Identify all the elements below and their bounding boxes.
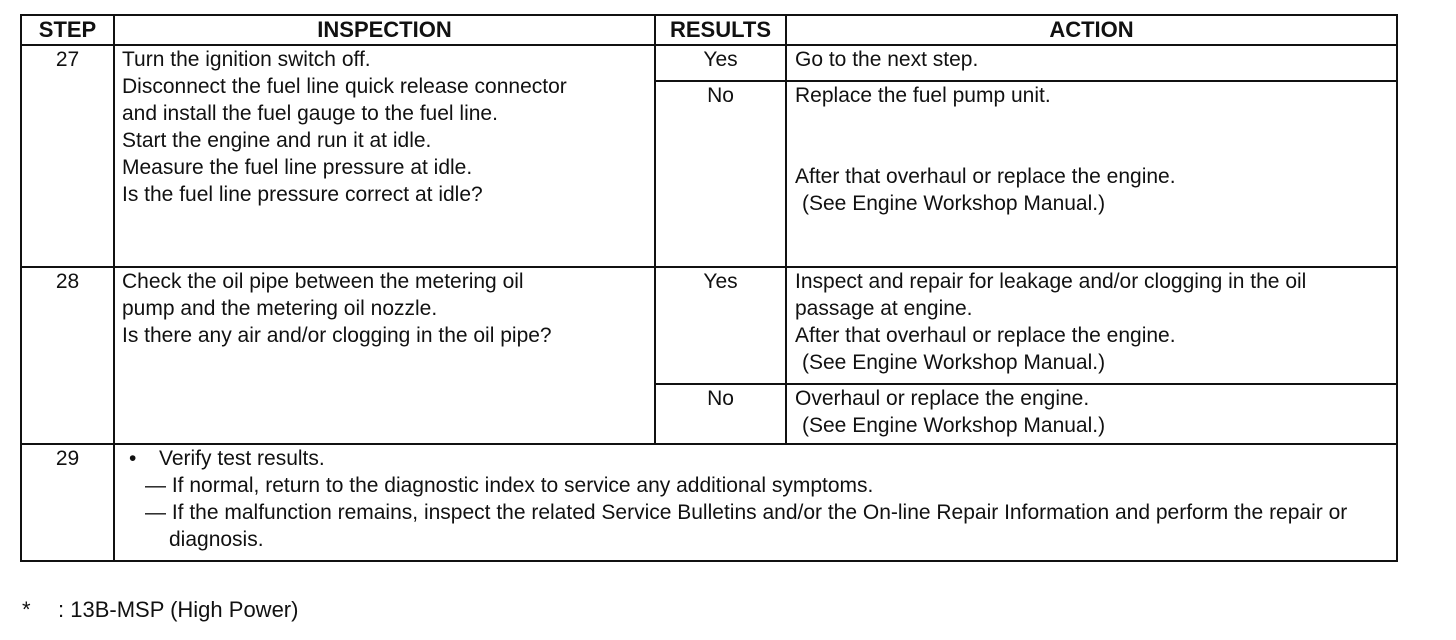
- dash-item: — If normal, return to the diagnostic index to service any additional symptoms.: [145, 474, 874, 497]
- result-no: No: [655, 81, 786, 267]
- result-yes: Yes: [655, 267, 786, 384]
- diagnostic-table: [20, 14, 1398, 562]
- spacer: [795, 109, 1388, 163]
- action-line: (See Engine Workshop Manual.): [802, 351, 1106, 374]
- action-line: Go to the next step.: [795, 48, 979, 71]
- inspection-line: Turn the ignition switch off.: [122, 48, 371, 71]
- action-cell: [786, 81, 1397, 267]
- footnote: [22, 596, 298, 624]
- inspection-line: pump and the metering oil nozzle.: [122, 297, 438, 320]
- verify-cell: [114, 444, 1397, 561]
- result-yes: Yes: [655, 45, 786, 81]
- action-cell: [786, 267, 1397, 384]
- step-number: 29: [21, 444, 114, 561]
- action-line: (See Engine Workshop Manual.): [802, 414, 1106, 437]
- step-number: 27: [21, 45, 114, 267]
- footnote-text: : 13B-MSP (High Power): [58, 597, 299, 622]
- table-row: [21, 45, 1397, 81]
- action-line: Replace the fuel pump unit.: [795, 84, 1051, 107]
- verify-text: Verify test results.: [159, 447, 325, 470]
- dash-item: — If the malfunction remains, inspect the related Service Bulletins and/or the On-line Repair Information and perform the repair or diagnosis.: [145, 501, 1348, 551]
- action-line: After that overhaul or replace the engine.: [795, 324, 1176, 347]
- table-row: [21, 267, 1397, 384]
- result-no: No: [655, 384, 786, 444]
- inspection-line: Disconnect the fuel line quick release connector: [122, 75, 567, 98]
- inspection-line: Is the fuel line pressure correct at idle?: [122, 183, 483, 206]
- inspection-line: and install the fuel gauge to the fuel line.: [122, 102, 498, 125]
- action-line: Overhaul or replace the engine.: [795, 387, 1090, 410]
- verify-line: [129, 445, 1388, 472]
- header-results: RESULTS: [655, 15, 786, 45]
- inspection-line: Check the oil pipe between the metering oil: [122, 270, 524, 293]
- header-action: ACTION: [786, 15, 1397, 45]
- header-inspection: INSPECTION: [114, 15, 655, 45]
- bullet-icon: •: [129, 447, 137, 470]
- header-step: STEP: [21, 15, 114, 45]
- asterisk-mark: *: [22, 597, 31, 622]
- action-line: Inspect and repair for leakage and/or clogging in the oil: [795, 270, 1307, 293]
- inspection-line: Measure the fuel line pressure at idle.: [122, 156, 473, 179]
- table-row: [21, 444, 1397, 561]
- action-line: After that overhaul or replace the engine.: [795, 165, 1176, 188]
- action-line: passage at engine.: [795, 297, 973, 320]
- inspection-cell: [114, 45, 655, 267]
- header-row: [21, 15, 1397, 45]
- action-cell: [786, 45, 1397, 81]
- inspection-line: Is there any air and/or clogging in the oil pipe?: [122, 324, 552, 347]
- step-number: 28: [21, 267, 114, 444]
- action-line: (See Engine Workshop Manual.): [802, 192, 1106, 215]
- action-cell: [786, 384, 1397, 444]
- inspection-line: Start the engine and run it at idle.: [122, 129, 432, 152]
- inspection-cell: [114, 267, 655, 444]
